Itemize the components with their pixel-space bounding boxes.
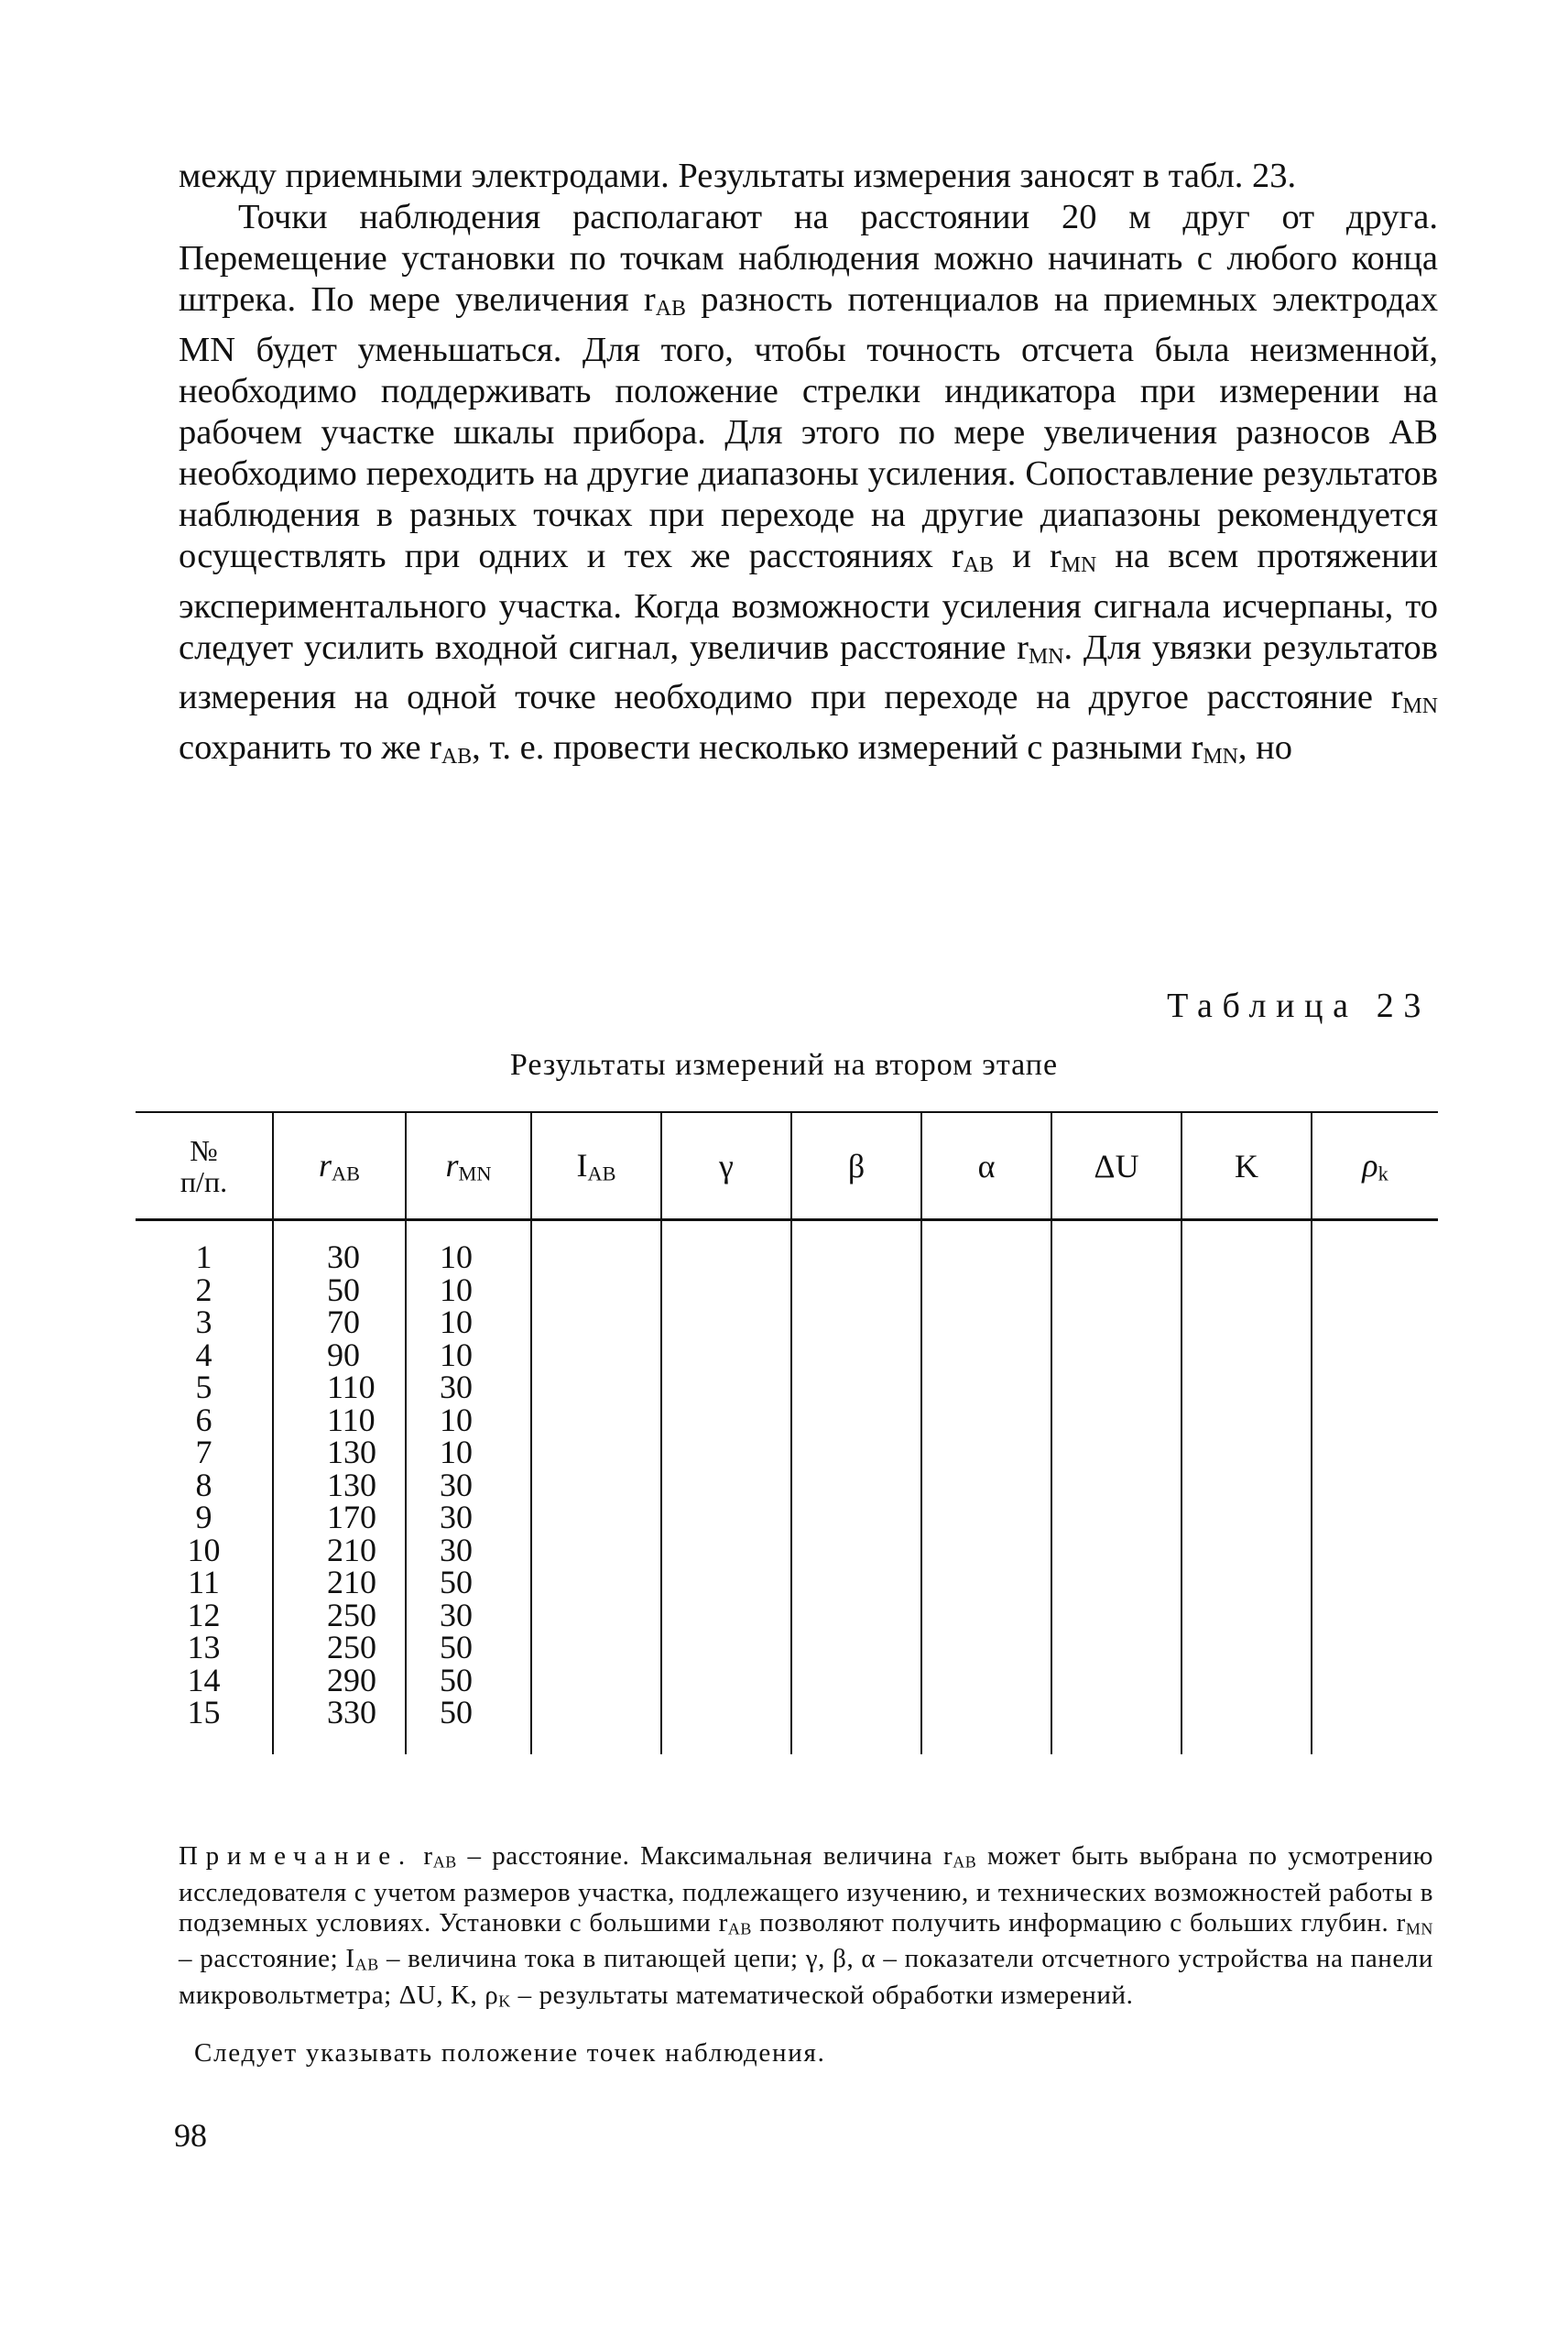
table-cell-n: 14 bbox=[187, 1661, 221, 1698]
table-cell-rmn: 50 bbox=[440, 1694, 473, 1730]
column-r-ab bbox=[273, 1220, 406, 1755]
header-i-ab: $I_{AB}$ bbox=[531, 1112, 661, 1220]
table-cell-rmn: 30 bbox=[440, 1466, 473, 1503]
table-cell-n: 3 bbox=[195, 1304, 212, 1340]
table-cell-rmn: 30 bbox=[440, 1369, 473, 1405]
table-cell-rmn: 10 bbox=[440, 1304, 473, 1340]
table-cell-n: 13 bbox=[187, 1629, 221, 1665]
column-k bbox=[1181, 1220, 1312, 1755]
table-note bbox=[179, 1841, 1433, 2016]
table-cell-rab: 70 bbox=[327, 1304, 360, 1340]
note-lead: Примечание. bbox=[179, 1841, 413, 1871]
table-cell-n: 7 bbox=[195, 1434, 212, 1470]
table-cell-rmn: 10 bbox=[440, 1401, 473, 1438]
table-cell-rmn: 30 bbox=[440, 1531, 473, 1568]
column-number bbox=[136, 1220, 273, 1755]
table-cell-rab: 130 bbox=[327, 1466, 376, 1503]
table-cell-n: 2 bbox=[195, 1271, 212, 1308]
body-text bbox=[179, 156, 1438, 778]
header-r-mn: $r_{MN}$ bbox=[406, 1112, 531, 1220]
table-cell-rmn: 50 bbox=[440, 1629, 473, 1665]
header-k: K bbox=[1181, 1112, 1312, 1220]
table-cell-rab: 210 bbox=[327, 1531, 376, 1568]
table-cell-rab: 90 bbox=[327, 1336, 360, 1373]
column-beta bbox=[791, 1220, 921, 1755]
paragraph-2: Точки наблюдения располагают на расстоянии 20 м друг от друга. Перемещение установки по точкам наблюдения можно начинать с любого конца штрека. По мере увеличения $r_{AB}$ разность потенциалов на приемных электродах MN будет уменьшаться. Для того, чтобы точность отсчета была неизменной, необходимо поддерживать положение стрелки индикатора при измерении на рабочем участке шкалы прибора. Для этого по мере увеличения разносов AB необходимо переходить на другие диапазоны усиления. Сопоставление результатов наблюдения в разных точках при переходе на другие диапазоны рекомендуется осуществлять при одних и тех же расстояниях $r_{AB}$ и $r_{MN}$ на всем протяжении экспериментального участка. Когда возможности усиления сигнала исчерпаны, то следует усилить входной сигнал, увеличив расстояние $r_{MN}$. Для увязки результатов измерения на одной точке необходимо при переходе на другое расстояние $r_{MN}$ сохранить то же $r_{AB}$, т. е. провести несколько измерений с разными $r_{MN}$, но bbox=[179, 198, 1438, 769]
column-r-mn bbox=[406, 1220, 531, 1755]
header-beta: β bbox=[791, 1112, 921, 1220]
table-cell-rab: 330 bbox=[327, 1694, 376, 1730]
table-cell-n: 1 bbox=[195, 1239, 212, 1275]
table-cell-rab: 170 bbox=[327, 1499, 376, 1535]
table-cell-n: 8 bbox=[195, 1466, 212, 1503]
table-cell-n: 12 bbox=[187, 1596, 221, 1633]
paragraph-1: между приемными электродами. Результаты измерения заносят в табл. 23. bbox=[179, 157, 1297, 195]
table-cell-rab: 50 bbox=[327, 1271, 360, 1308]
table-cell-n: 10 bbox=[187, 1531, 221, 1568]
table-cell-rab: 210 bbox=[327, 1564, 376, 1600]
column-delta-u bbox=[1051, 1220, 1181, 1755]
results-table bbox=[136, 1111, 1438, 1754]
table-cell-rmn: 30 bbox=[440, 1499, 473, 1535]
table-cell-rab: 250 bbox=[327, 1596, 376, 1633]
table-cell-rab: 110 bbox=[327, 1369, 376, 1405]
header-number: № п/п. bbox=[136, 1112, 273, 1220]
table-caption-number: Таблица 23 bbox=[1167, 987, 1431, 1025]
table-cell-rab: 30 bbox=[327, 1239, 360, 1275]
header-gamma: γ bbox=[661, 1112, 791, 1220]
note-follow-line: Следует указывать положение точек наблюдения. bbox=[194, 2038, 826, 2068]
page-number: 98 bbox=[174, 2117, 207, 2154]
column-i-ab bbox=[531, 1220, 661, 1755]
table-cell-n: 15 bbox=[187, 1694, 221, 1730]
table-cell-rmn: 50 bbox=[440, 1661, 473, 1698]
table-header-row bbox=[136, 1112, 1438, 1220]
table-cell-rab: 250 bbox=[327, 1629, 376, 1665]
header-delta-u: ΔU bbox=[1051, 1112, 1181, 1220]
table-cell-rmn: 10 bbox=[440, 1434, 473, 1470]
note-text: $r_{AB}$ – расстояние. Максимальная величина $r_{AB}$ может быть выбрана по усмотрению исследователя с учетом размеров участка, подлежащего изучению, и технических возможностей работы в подземных условиях. Установки с большими $r_{AB}$ позволяют получить информацию с больших глубин. $r_{MN}$ – расстояние; $I_{AB}$ – величина тока в питающей цепи; γ, β, α – показатели отсчетного устройства на панели микровольтметра; ΔU, K, $\rho_K$ – результаты математической обработки измерений. bbox=[179, 1841, 1434, 2011]
header-alpha: α bbox=[921, 1112, 1051, 1220]
table-caption-title: Результаты измерений на втором этапе bbox=[509, 1048, 1059, 1082]
table-cell-n: 9 bbox=[195, 1499, 212, 1535]
table-cell-rmn: 10 bbox=[440, 1271, 473, 1308]
column-gamma bbox=[661, 1220, 791, 1755]
table-cell-n: 11 bbox=[188, 1564, 220, 1600]
table-cell-rmn: 10 bbox=[440, 1336, 473, 1373]
table-cell-rmn: 10 bbox=[440, 1239, 473, 1275]
header-rho-k: $\rho_k$ bbox=[1312, 1112, 1438, 1220]
column-rho-k bbox=[1312, 1220, 1438, 1755]
header-r-ab: $r_{AB}$ bbox=[273, 1112, 406, 1220]
table-cell-rmn: 30 bbox=[440, 1596, 473, 1633]
table-cell-n: 4 bbox=[195, 1336, 212, 1373]
table-cell-n: 6 bbox=[195, 1401, 212, 1438]
column-alpha bbox=[921, 1220, 1051, 1755]
table-cell-n: 5 bbox=[195, 1369, 212, 1405]
table-body-row bbox=[136, 1220, 1438, 1755]
table-cell-rab: 110 bbox=[327, 1401, 376, 1438]
table-cell-rab: 290 bbox=[327, 1661, 376, 1698]
table-cell-rab: 130 bbox=[327, 1434, 376, 1470]
table-cell-rmn: 50 bbox=[440, 1564, 473, 1600]
